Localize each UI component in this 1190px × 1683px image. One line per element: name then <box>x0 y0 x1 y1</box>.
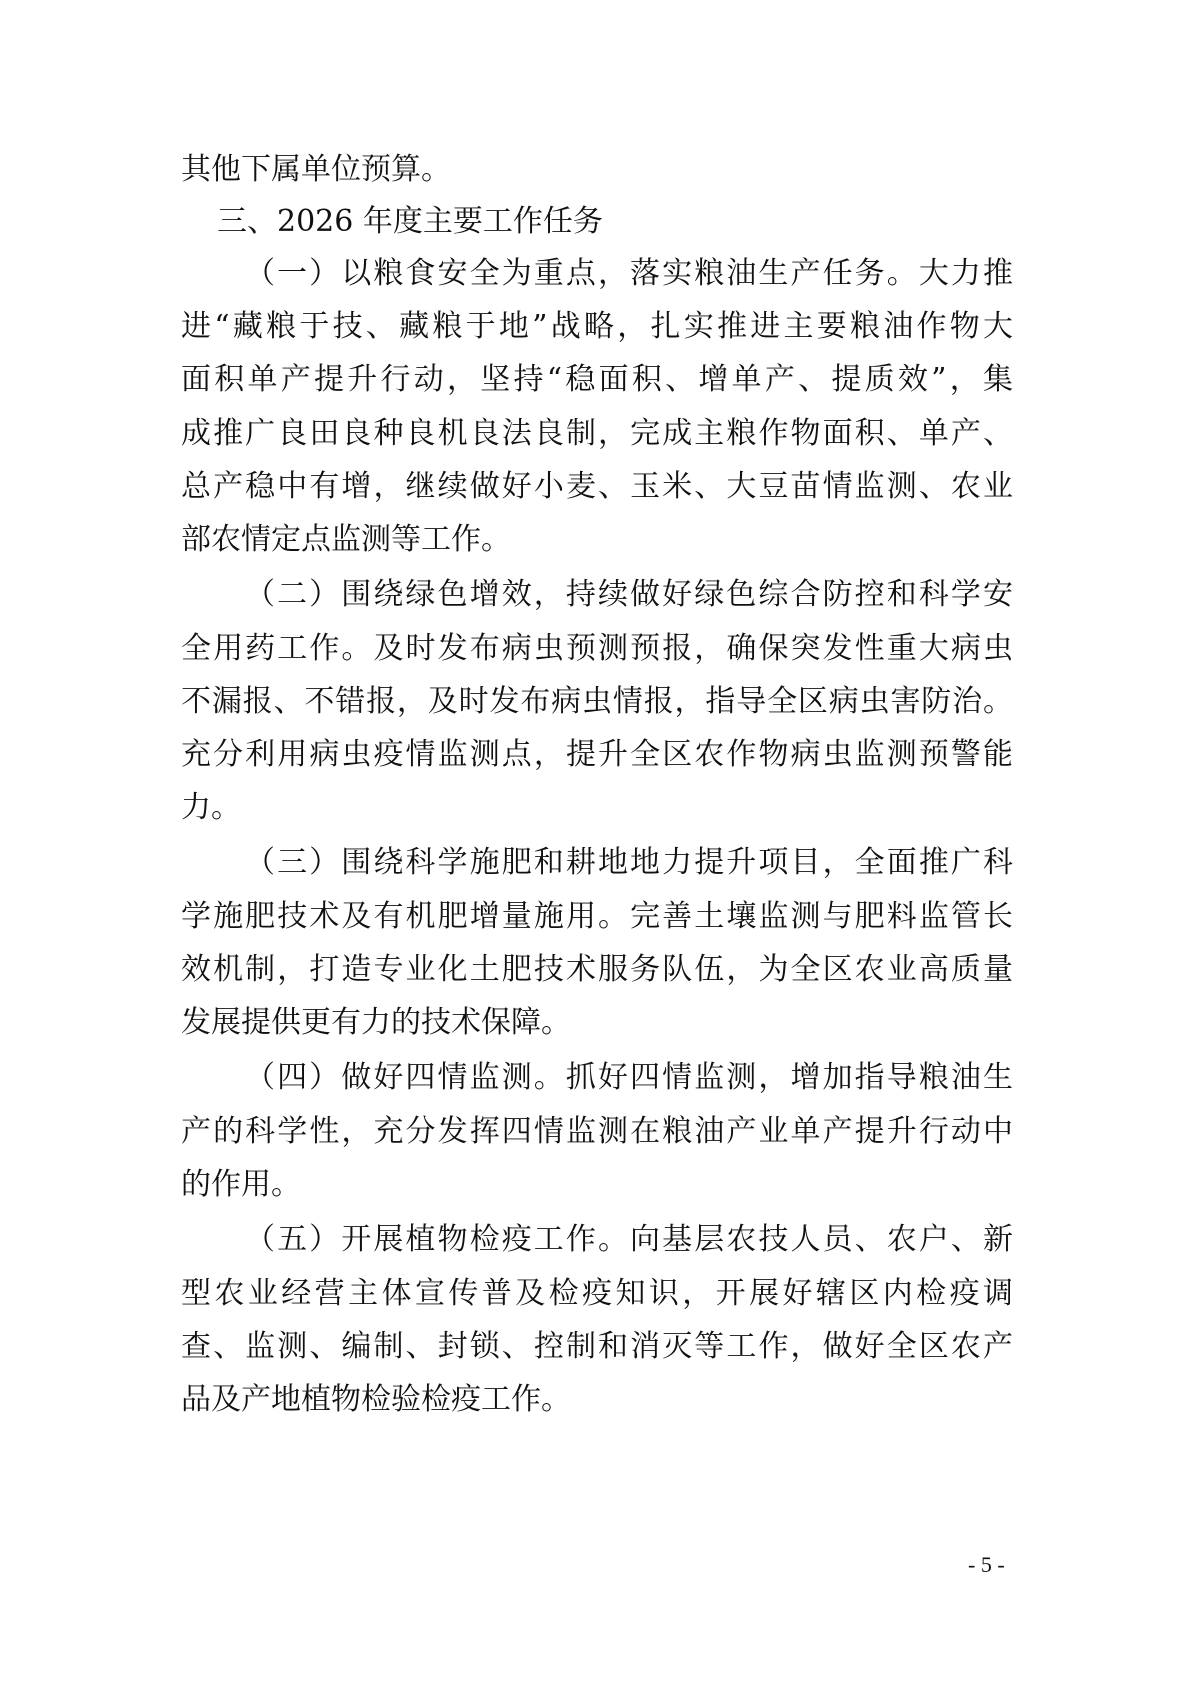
paragraph-line: （一）以粮食安全为重点，落实粮油生产任务。大力推 <box>245 256 1013 291</box>
paragraph-line: 进“藏粮于技、藏粮于地”战略，扎实推进主要粮油作物大 <box>181 309 1013 344</box>
paragraph-line: 型农业经营主体宣传普及检疫知识，开展好辖区内检疫调 <box>181 1276 1013 1311</box>
paragraph-line: 产的科学性，充分发挥四情监测在粮油产业单产提升行动中 <box>181 1114 1013 1149</box>
paragraph-line: 的作用。 <box>181 1167 301 1202</box>
paragraph-line: 部农情定点监测等工作。 <box>181 522 511 557</box>
paragraph-line: 充分利用病虫疫情监测点，提升全区农作物病虫监测预警能 <box>181 737 1013 772</box>
paragraph-line: 其他下属单位预算。 <box>181 152 451 187</box>
paragraph-line: 品及产地植物检验检疫工作。 <box>181 1382 571 1417</box>
paragraph-line: 效机制，打造专业化土肥技术服务队伍，为全区农业高质量 <box>181 952 1013 987</box>
paragraph-line: 不漏报、不错报，及时发布病虫情报，指导全区病虫害防治。 <box>181 684 1013 719</box>
paragraph-line: 学施肥技术及有机肥增量施用。完善土壤监测与肥料监管长 <box>181 899 1013 934</box>
section-heading: 三、2026 年度主要工作任务 <box>217 204 603 239</box>
paragraph-line: （五）开展植物检疫工作。向基层农技人员、农户、新 <box>245 1222 1013 1257</box>
paragraph-line: （二）围绕绿色增效，持续做好绿色综合防控和科学安 <box>245 577 1013 612</box>
paragraph-line: 全用药工作。及时发布病虫预测预报，确保突发性重大病虫 <box>181 631 1013 666</box>
paragraph-line: （三）围绕科学施肥和耕地地力提升项目，全面推广科 <box>245 845 1013 880</box>
paragraph-line: 面积单产提升行动，坚持“稳面积、增单产、提质效”，集 <box>181 362 1013 397</box>
paragraph-line: 力。 <box>181 790 241 825</box>
paragraph-line: 查、监测、编制、封锁、控制和消灭等工作，做好全区农产 <box>181 1329 1013 1364</box>
paragraph-line: 总产稳中有增，继续做好小麦、玉米、大豆苗情监测、农业 <box>181 469 1013 504</box>
paragraph-line: 成推广良田良种良机良法良制，完成主粮作物面积、单产、 <box>181 416 1013 451</box>
page-number: - 5 - <box>968 1552 1005 1577</box>
paragraph-line: （四）做好四情监测。抓好四情监测，增加指导粮油生 <box>245 1060 1013 1095</box>
paragraph-line: 发展提供更有力的技术保障。 <box>181 1005 571 1040</box>
